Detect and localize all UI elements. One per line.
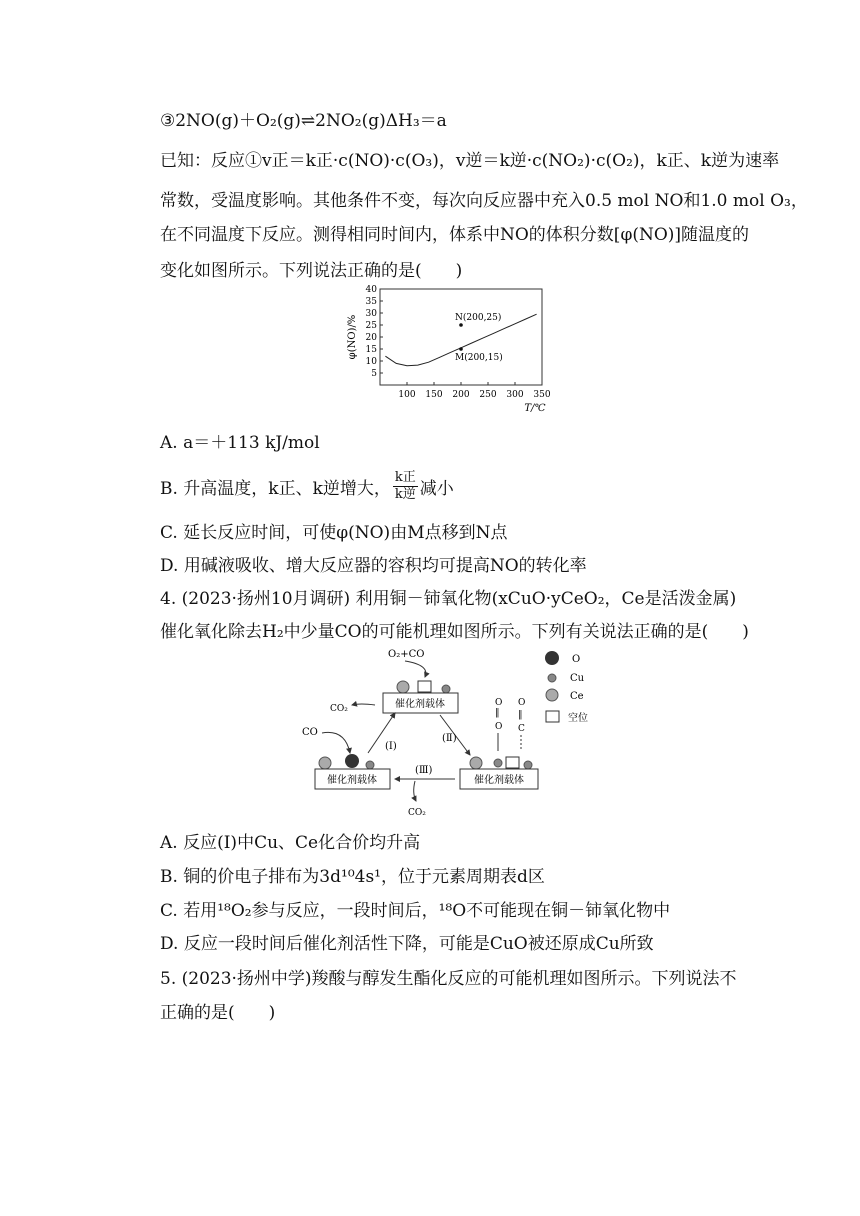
co-in-label: CO [302,727,318,738]
ce-atom [319,757,331,769]
legend-cu-label: Cu [570,673,585,684]
q4-option-d: D. 反应一段时间后催化剂活性下降，可能是CuO被还原成Cu所致 [160,934,654,954]
point-m [459,347,463,351]
y-tick-label: 30 [365,309,377,319]
plot-frame [380,289,542,385]
cu-atom [524,761,532,769]
x-tick-label: 300 [506,390,524,400]
x-tick-label: 350 [533,390,551,400]
q3-stem-line4: 变化如图所示。下列说法正确的是( ) [160,261,463,281]
q3-option-c: C. 延长反应时间，可使φ(NO)由M点移到N点 [160,523,508,543]
q3-option-b-suffix: 减小 [419,479,454,499]
x-tick-label: 100 [398,390,416,400]
chart-ylabel: φ(NO)/% [347,314,358,360]
cu-atom [366,761,374,769]
q3-option-a: A. a＝＋113 kJ/mol [160,433,320,453]
q3-option-b [160,470,454,503]
y-tick-label: 20 [365,333,377,343]
triple-bond-mark: ‖ [518,710,523,720]
cu-atom [442,685,450,693]
legend-ce-label: Ce [570,691,584,702]
ce-atom [397,681,409,693]
ce-atom [470,757,482,769]
o-atom-label: O [495,722,503,732]
catalyst-label-top: 催化剂载体 [395,699,445,710]
o2-co-label: O₂+CO [388,649,425,660]
q5-stem-line2: 正确的是( ) [160,1003,276,1023]
legend-vacancy-swatch [546,711,559,722]
q3-option-b-text: B. 升高温度，k正、k逆增大， [160,479,391,499]
co2-bottom-label: CO₂ [408,808,426,818]
point-n-label: N(200,25) [455,313,502,323]
point-m-label: M(200,15) [455,353,503,363]
x-tick-label: 250 [479,390,497,400]
fraction-numerator: k正 [394,470,416,485]
x-tick-label: 200 [452,390,470,400]
mechanism-diagram [290,643,620,823]
catalyst-label-right: 催化剂载体 [474,775,524,786]
double-bond-mark: ‖ [495,708,500,718]
step-2-label: (Ⅱ) [442,733,457,744]
vacancy-site [506,757,519,768]
y-tick-label: 10 [365,357,377,367]
point-n [459,323,463,327]
q4-option-b: B. 铜的价电子排布为3d¹⁰4s¹，位于元素周期表d区 [160,867,545,887]
legend-ce-swatch [546,689,558,701]
fraction-denominator: k逆 [394,487,416,502]
q4-stem-line1: 4. (2023·扬州10月调研) 利用铜－铈氧化物(xCuO·yCeO₂，Ce是活泼金属) [160,589,737,609]
legend-vacancy-label: 空位 [568,713,588,724]
phi-no-chart [345,283,555,418]
q3-stem-line1: 已知：反应①v正＝k正·c(NO)·c(O₃)，v逆＝k逆·c(NO₂)·c(O₂)，k正、k逆为速率 [160,151,780,171]
y-tick-label: 5 [371,369,377,379]
vacancy-site [418,681,431,692]
o-atom-label: O [495,698,503,708]
legend-o-label: O [572,654,581,665]
catalyst-label-left: 催化剂载体 [327,775,377,786]
co2-top-label: CO₂ [330,704,348,714]
q3-option-d: D. 用碱液吸收、增大反应器的容积均可提高NO的转化率 [160,556,587,576]
o-atom [494,759,502,767]
q3-stem-line3: 在不同温度下反应。测得相同时间内，体系中NO的体积分数[φ(NO)]随温度的 [160,225,750,245]
chart-xlabel: T/℃ [524,403,546,414]
y-tick-label: 40 [365,285,377,295]
q4-stem-line2: 催化氧化除去H₂中少量CO的可能机理如图所示。下列有关说法正确的是( ) [160,622,749,642]
q3-option-b-fraction [393,470,418,503]
c-atom-label: C [518,724,525,734]
o-atom-label: O [518,698,526,708]
step-1-label: (Ⅰ) [385,741,397,752]
x-tick-label: 150 [425,390,443,400]
o-atom [345,754,359,768]
legend-cu-swatch [548,674,556,682]
q4-option-c: C. 若用¹⁸O₂参与反应，一段时间后，¹⁸O不可能现在铜－铈氧化物中 [160,901,671,921]
step-3-label: (Ⅲ) [415,765,433,776]
y-tick-label: 25 [365,321,377,331]
legend-o-swatch [545,651,559,665]
q5-stem-line1: 5. (2023·扬州中学)羧酸与醇发生酯化反应的可能机理如图所示。下列说法不 [160,969,737,989]
y-tick-label: 35 [365,297,377,307]
q4-option-a: A. 反应(Ⅰ)中Cu、Ce化合价均升高 [160,833,421,853]
arrow-o2co [405,661,426,677]
y-tick-label: 15 [365,345,377,355]
reaction-3: ③2NO(g)＋O₂(g)⇌2NO₂(g)ΔH₃＝a [160,111,447,131]
q3-stem-line2: 常数，受温度影响。其他条件不变，每次向反应器中充入0.5 mol NO和1.0 mol O₃， [160,191,808,211]
